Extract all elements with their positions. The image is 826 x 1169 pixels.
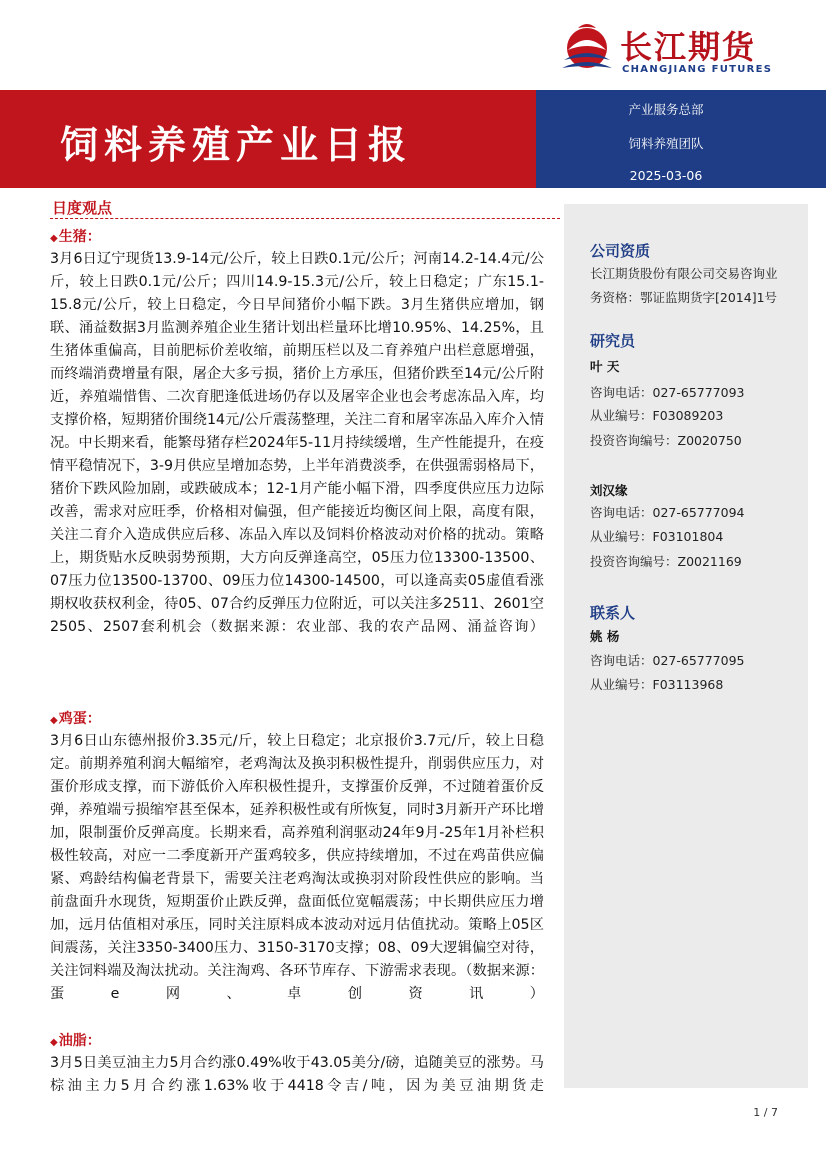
- contact-name: 姚 杨: [590, 629, 620, 644]
- researcher-name: 叶 天: [590, 359, 620, 374]
- contact-phone: 咨询电话：027-65777095: [590, 653, 745, 668]
- subsection-egg-text: 3月6日山东德州报价3.35元/斤，较上日稳定；北京报价3.7元/斤，较上日稳定。前期养殖利润大幅缩窄，老鸡淘汰及换羽积极性提升，削弱供应压力，对蛋价形成支撑，而下游低价入库积极性提升，支撑蛋价反弹，不过随着蛋价反弹，养殖端亏损缩窄甚至保本，延养积极性或有所恢复，同时3月新开产环比增加，限制蛋价反弹高度。长期来看，高养殖利润驱动24年9月-25年1月补栏积极性较高，对应一二季度新开产蛋鸡较多，供应持续增加，不过在鸡苗供应偏紧、鸡龄结构偏老背景下，需要关注老鸡淘汰或换羽对阶段性供应的影响。当前盘面升水现货，短期蛋价止跌反弹，盘面低位宽幅震荡；中长期供应压力增加，远月估值相对承压，同时关注原料成本波动对远月估值扰动。策略上05区间震荡，关注3350-3400压力、3150-3170支撑；08、09大逻辑偏空对待，关注饲料端及淘汰扰动。关注淘鸡、各环节库存、下游需求表现。（数据来源：蛋e网、卓创资讯）: [50, 733, 544, 1002]
- contact-license: 从业编号：F03113968: [590, 677, 724, 692]
- title-banner: [0, 90, 536, 188]
- department-label: 产业服务总部: [628, 102, 704, 117]
- brand-name-cn: 长江期货: [620, 28, 757, 66]
- company-logo: [558, 18, 788, 82]
- researcher-heading: 研究员: [590, 332, 636, 350]
- company-qualification-line2: 务资格：鄂证监期货字[2014]1号: [590, 290, 778, 305]
- company-qualification-line1: 长江期货股份有限公司交易咨询业: [590, 266, 778, 281]
- diamond-bullet-icon: ◆: [50, 1037, 58, 1048]
- report-date: 2025-03-06: [629, 168, 703, 183]
- company-heading: 公司资质: [590, 242, 651, 260]
- subsection-hog-label: ◆生猪：: [50, 229, 101, 245]
- subsection-oil-text: 3月5日美豆油主力5月合约涨0.49%收于43.05美分/磅，追随美豆的涨势。马棕油主力5月合约涨1.63%收于4418令吉/吨，因为美豆油期货走: [50, 1055, 544, 1094]
- subsection-hog-text: 3月6日辽宁现货13.9-14元/公斤，较上日跌0.1元/公斤；河南14.2-14.4元/公斤，较上日跌0.1元/公斤；四川14.9-15.3元/公斤，较上日稳定；广东15.1-15.8元/公斤，较上日稳定，今日早间猪价小幅下跌。3月生猪供应增加，钢联、涌益数据3月监测养殖企业生猪计划出栏量环比增10.95%、14.25%，且生猪体重偏高，目前肥标价差收缩，前期压栏以及二育养殖户出栏意愿增强，而终端消费增量有限，屠企大多亏损，猪价上方承压，但猪价跌至14元/公斤附近，养殖端惜售、二次育肥逢低进场仍存以及屠宰企业也会考虑冻品入库，均支撑价格，短期猪价围绕14元/公斤震荡整理，关注二育和屠宰冻品入库介入情况。中长期来看，能繁母猪存栏2024年5-11月持续缓增，生产性能提升，在疫情平稳情况下，3-9月供应呈增加态势，上半年消费淡季，在供强需弱格局下，猪价下跌风险加剧，或跌破成本；12-1月产能小幅下滑，四季度供应压力边际改善，需求对应旺季，价格相对偏强，但产能接近均衡区间上限，高度有限，关注二育介入造成供应后移、冻品入库以及饲料价格波动对价格的扰动。策略上，期货贴水反映弱势预期，大方向反弹逢高空，05压力位13300-13500、07压力位13500-13700、09压力位14300-14500，可以逢高卖05虚值看涨期权收获权利金，待05、07合约反弹压力位附近，可以关注多2511、2601空2505、2507套利机会（数据来源：农业部、我的农产品网、涌益咨询）: [50, 251, 544, 635]
- researcher-advisor-id: 投资咨询编号：Z0021169: [590, 554, 742, 569]
- researcher-advisor-id: 投资咨询编号：Z0020750: [590, 433, 742, 448]
- section-divider: [50, 218, 560, 219]
- header-info-panel: [536, 90, 826, 188]
- logo-emblem-icon: [558, 20, 616, 80]
- researcher-name: 刘汉缘: [590, 483, 628, 498]
- diamond-bullet-icon: ◆: [50, 715, 58, 726]
- diamond-bullet-icon: ◆: [50, 233, 58, 244]
- section-heading: 日度观点: [52, 199, 113, 217]
- contact-heading: 联系人: [590, 604, 636, 622]
- subsection-oil-label: ◆油脂：: [50, 1033, 101, 1049]
- brand-name-en: CHANGJIANG FUTURES: [622, 64, 773, 75]
- researcher-license: 从业编号：F03101804: [590, 529, 724, 544]
- main-content: [50, 226, 544, 1098]
- report-title: 饲料养殖产业日报: [60, 123, 413, 167]
- subsection-egg-label: ◆鸡蛋：: [50, 711, 101, 727]
- researcher-phone: 咨询电话：027-65777094: [590, 505, 745, 520]
- team-label: 饲料养殖团队: [628, 136, 704, 151]
- researcher-phone: 咨询电话：027-65777093: [590, 385, 745, 400]
- researcher-license: 从业编号：F03089203: [590, 408, 724, 423]
- page-number: 1 / 7: [753, 1106, 778, 1119]
